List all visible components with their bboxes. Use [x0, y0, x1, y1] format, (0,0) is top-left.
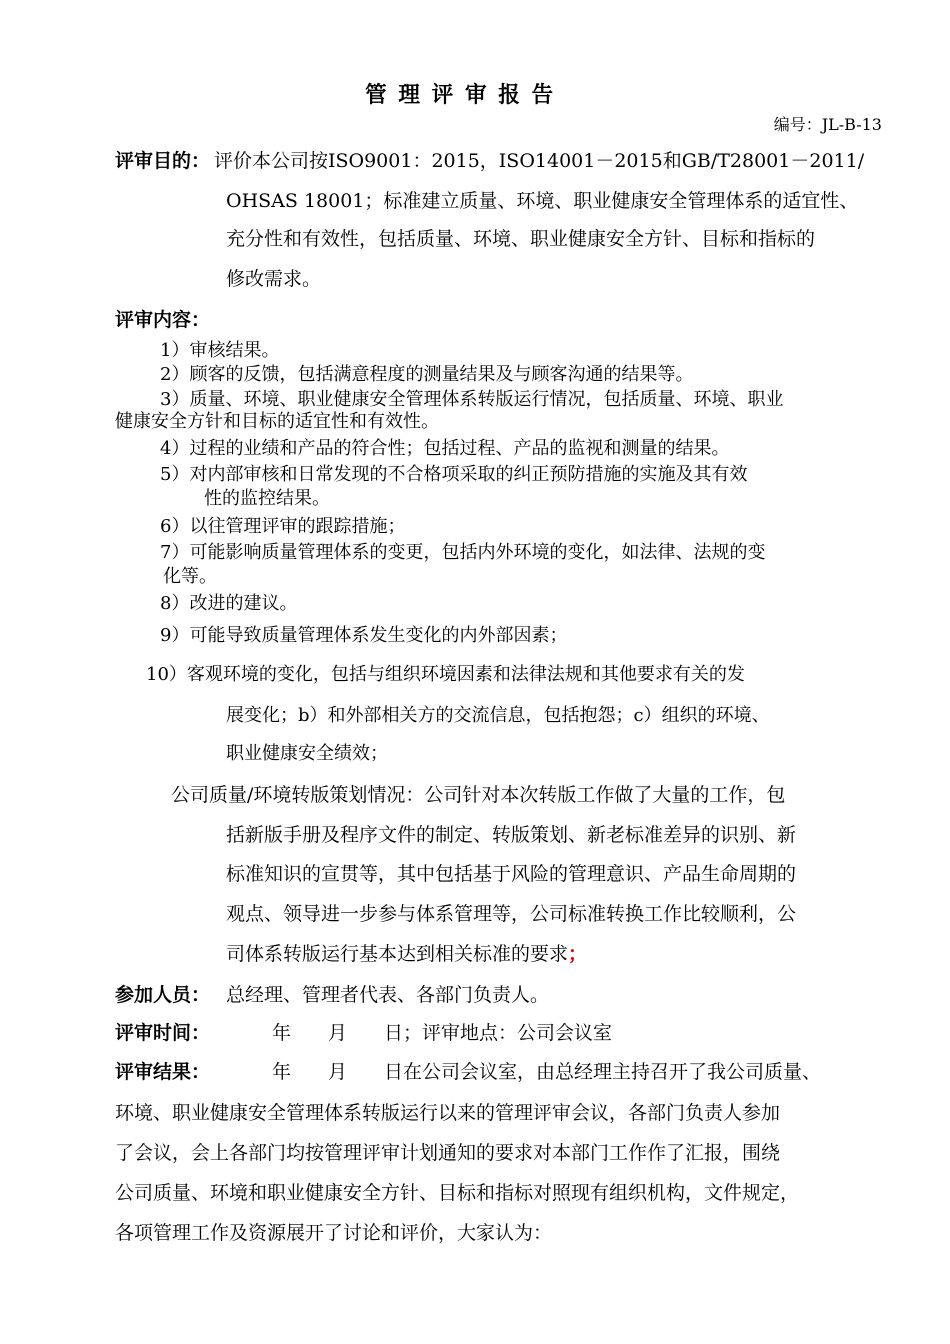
- content-item: 2）顾客的反馈，包括满意程度的测量结果及与顾客沟通的结果等。: [160, 364, 694, 385]
- purpose-line: 充分性和有效性，包括质量、环境、职业健康安全方针、目标和指标的: [226, 228, 816, 250]
- result-line: 公司质量、环境和职业健康安全方针、目标和指标对照现有组织机构，文件规定，: [115, 1182, 800, 1204]
- content-item: 9）可能导致质量管理体系发生变化的内外部因素；: [160, 625, 568, 646]
- content-item: 4）过程的业绩和产品的符合性；包括过程、产品的监视和测量的结果。: [160, 438, 730, 459]
- plan-end-mark: ；: [568, 943, 588, 965]
- plan-line: [226, 945, 587, 964]
- participants-value: 总经理、管理者代表、各部门负责人。: [226, 984, 550, 1006]
- purpose-line: 评价本公司按ISO9001：2015，ISO14001－2015和GB/T28001－2011/: [214, 150, 865, 172]
- content-item: 展变化；b）和外部相关方的交流信息，包括抱怨；c）组织的环境、: [226, 705, 770, 726]
- content-item: 8）改进的建议。: [160, 593, 298, 614]
- purpose-line: 修改需求。: [226, 268, 322, 290]
- plan-line: 观点、领导进一步参与体系管理等，公司标准转换工作比较顺利，公: [226, 903, 797, 925]
- content-item: 5）对内部审核和日常发现的不合格项采取的纠正预防措施的实施及其有效: [160, 464, 748, 485]
- content-item: 3）质量、环境、职业健康安全管理体系转版运行情况，包括质量、环境、职业: [160, 389, 784, 410]
- time-month: 月: [328, 1022, 348, 1044]
- plan-line: 标准知识的宣贯等，其中包括基于风险的管理意识、产品生命周期的: [226, 863, 797, 885]
- time-day-location: 日；评审地点：公司会议室: [384, 1022, 613, 1044]
- content-item: 健康安全方针和目标的适宜性和有效性。: [115, 411, 439, 432]
- time-label: 评审时间：: [115, 1022, 211, 1044]
- result-label: 评审结果：: [115, 1061, 211, 1083]
- content-item: 10）客观环境的变化，包括与组织环境因素和法律法规和其他要求有关的发: [146, 664, 745, 685]
- document-number: 编号：JL-B-13: [773, 115, 882, 134]
- result-month: 月: [328, 1061, 348, 1083]
- result-first-line: 日在公司会议室，由总经理主持召开了我公司质量、: [384, 1061, 822, 1083]
- content-item: 化等。: [163, 566, 217, 587]
- plan-line: 公司质量/环境转版策划情况：公司针对本次转版工作做了大量的工作，包: [171, 784, 786, 806]
- plan-line: 括新版手册及程序文件的制定、转版策划、新老标准差异的识别、新: [226, 824, 797, 846]
- content-label: 评审内容：: [115, 309, 211, 331]
- purpose-line: OHSAS 18001；标准建立质量、环境、职业健康安全管理体系的适宜性、: [226, 190, 859, 212]
- participants-label: 参加人员：: [115, 984, 211, 1006]
- content-item: 6）以往管理评审的跟踪措施；: [160, 516, 406, 537]
- content-item: 7）可能影响质量管理体系的变更，包括内外环境的变化，如法律、法规的变: [160, 542, 766, 563]
- content-item: 性的监控结果。: [204, 488, 330, 509]
- result-line: 了会议，会上各部门均按管理评审计划通知的要求对本部门工作作了汇报，围绕: [115, 1142, 781, 1164]
- result-year: 年: [272, 1061, 292, 1083]
- content-item: 1）审核结果。: [160, 340, 280, 361]
- page-title: 管理评审报告: [365, 82, 565, 108]
- plan-line-text: 司体系转版运行基本达到相关标准的要求: [226, 943, 569, 965]
- result-line: 各项管理工作及资源展开了讨论和评价，大家认为：: [115, 1222, 553, 1244]
- purpose-label: 评审目的：: [115, 150, 211, 172]
- content-item: 职业健康安全绩效；: [226, 743, 388, 764]
- time-year: 年: [272, 1022, 292, 1044]
- result-line: 环境、职业健康安全管理体系转版运行以来的管理评审会议，各部门负责人参加: [115, 1102, 781, 1124]
